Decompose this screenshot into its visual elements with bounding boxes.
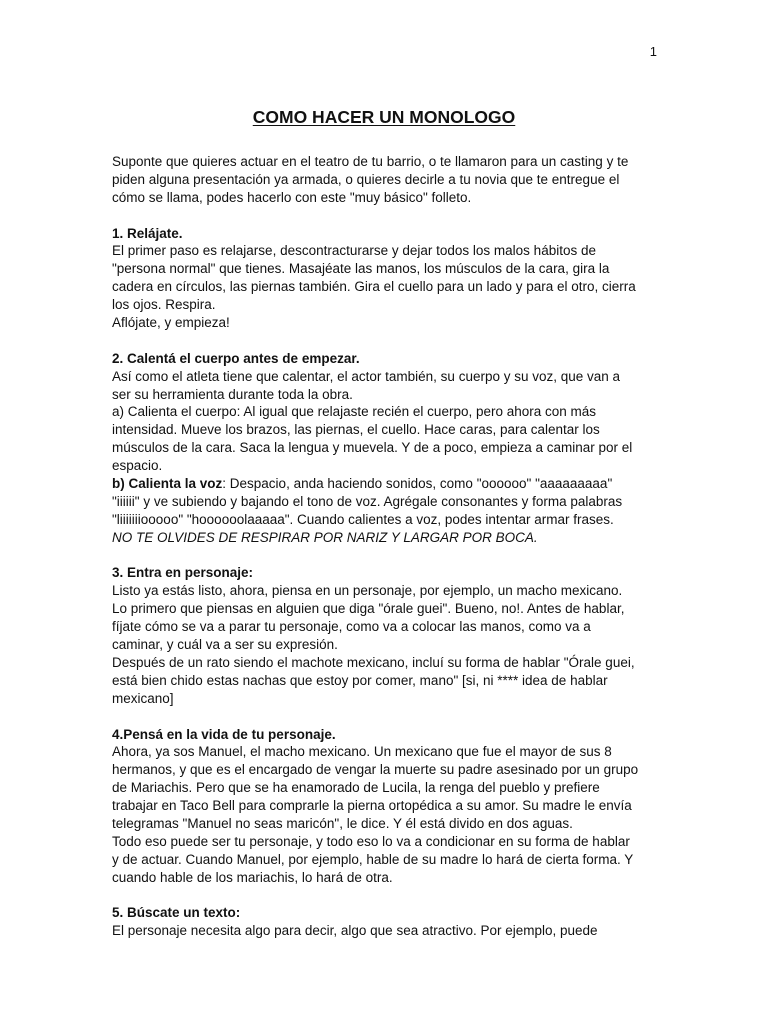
section1-line: El primer paso es relajarse, descontracturarse y dejar todos los malos hábitos de — [112, 243, 596, 259]
section-heading-relajate: 1. Relájate. — [112, 225, 183, 241]
section3-line: fíjate cómo se va a parar tu personaje, como va a colocar las manos, como va a — [112, 619, 591, 635]
section2-line: espacio. — [112, 458, 163, 474]
intro-line: cómo se llama, podes hacerlo con este "muy básico" folleto. — [112, 189, 472, 205]
section3-line: Lo primero que piensas en alguien que diga "órale guei". Bueno, no!. Antes de hablar, — [112, 601, 625, 617]
section4-line: Ahora, ya sos Manuel, el macho mexicano. Un mexicano que fue el mayor de sus 8 — [112, 744, 612, 760]
section3-line: Listo ya estás listo, ahora, piensa en un personaje, por ejemplo, un macho mexicano. — [112, 583, 623, 599]
section2-line: intensidad. Mueve los brazos, las piernas, el cuello. Hace caras, para calentar los — [112, 422, 600, 438]
section2-line: Así como el atleta tiene que calentar, el actor también, su cuerpo y su voz, que van a — [112, 368, 621, 384]
section5-line: El personaje necesita algo para decir, algo que sea atractivo. Por ejemplo, puede — [112, 923, 598, 939]
section1-line: "persona normal" que tienes. Masajéate las manos, los músculos de la cara, gira la — [112, 261, 610, 277]
section1-line: los ojos. Respira. — [112, 297, 216, 313]
section3-line: está bien chido estas nachas que estoy por comer, mano" [si, ni **** idea de hablar — [112, 672, 608, 688]
intro-line: piden alguna presentación ya armada, o quieres decirle a tu novia que te entregue el — [112, 171, 620, 187]
document-title: COMO HACER UN MONOLOGO — [252, 107, 516, 127]
voice-label: b) Calienta la voz — [112, 476, 223, 492]
section2-line: músculos de la cara. Saca la lengua y muevela. Y de a poco, empieza a caminar por el — [112, 440, 633, 456]
section2-line: ser su herramienta durante toda la obra. — [112, 386, 353, 402]
document-body — [112, 153, 670, 940]
section4-line: Todo eso puede ser tu personaje, y todo eso lo va a condicionar en su forma de hablar — [112, 833, 630, 849]
page-number: 1 — [649, 44, 657, 59]
section4-line: de Mariachis. Pero que se ha enamorado de Lucila, la renga del pueblo y prefiere — [112, 780, 600, 796]
section3-line: mexicano] — [112, 690, 174, 706]
section4-line: telegramas "Manuel no seas maricón", le dice. Y él está divido en dos aguas. — [112, 815, 573, 831]
section2-voice-line — [112, 475, 670, 493]
section2-line: "iiiiii" y ve subiendo y bajando el tono de voz. Agrégale consonantes y forma palabras — [112, 493, 623, 509]
section3-line: Después de un rato siendo el machote mexicano, incluí su forma de hablar "Órale guei, — [112, 654, 635, 670]
section-heading-texto: 5. Búscate un texto: — [112, 905, 241, 921]
section2-line: a) Calienta el cuerpo: Al igual que relajaste recién el cuerpo, pero ahora con más — [112, 404, 597, 420]
section2-line: "liiiiiiiooooo" "hoooooolaaaaa". Cuando calientes a voz, podes intentar armar frases. — [112, 511, 614, 527]
intro-line: Suponte que quieres actuar en el teatro de tu barrio, o te llamaron para un casting y te — [112, 154, 629, 169]
section4-line: cuando hable de los mariachis, lo hará de otra. — [112, 869, 393, 885]
breathing-reminder: NO TE OLVIDES DE RESPIRAR POR NARIZ Y LARGAR POR BOCA. — [112, 529, 538, 545]
section4-line: hermanos, y que es el encargado de vengar la muerte su padre asesinado por un grupo — [112, 762, 639, 778]
section-heading-personaje: 3. Entra en personaje: — [112, 565, 254, 581]
voice-text: : Despacio, anda haciendo sonidos, como "oooooo" "aaaaaaaaa" — [222, 476, 613, 492]
section4-line: y de actuar. Cuando Manuel, por ejemplo, hable de su madre lo hará de cierta forma. Y — [112, 851, 634, 867]
section3-line: caminar, y cuál va a ser su expresión. — [112, 637, 338, 653]
section1-line: cadera en círculos, las piernas también. Gira el cuello para un lado y para el otro, cierra — [112, 279, 636, 295]
section-heading-vida: 4.Pensá en la vida de tu personaje. — [112, 726, 336, 742]
section-heading-calenta: 2. Calentá el cuerpo antes de empezar. — [112, 350, 360, 366]
section1-line: Aflójate, y empieza! — [112, 315, 230, 331]
section4-line: trabajar en Taco Bell para comprarle la pierna ortopédica a su amor. Su madre le envía — [112, 798, 632, 814]
